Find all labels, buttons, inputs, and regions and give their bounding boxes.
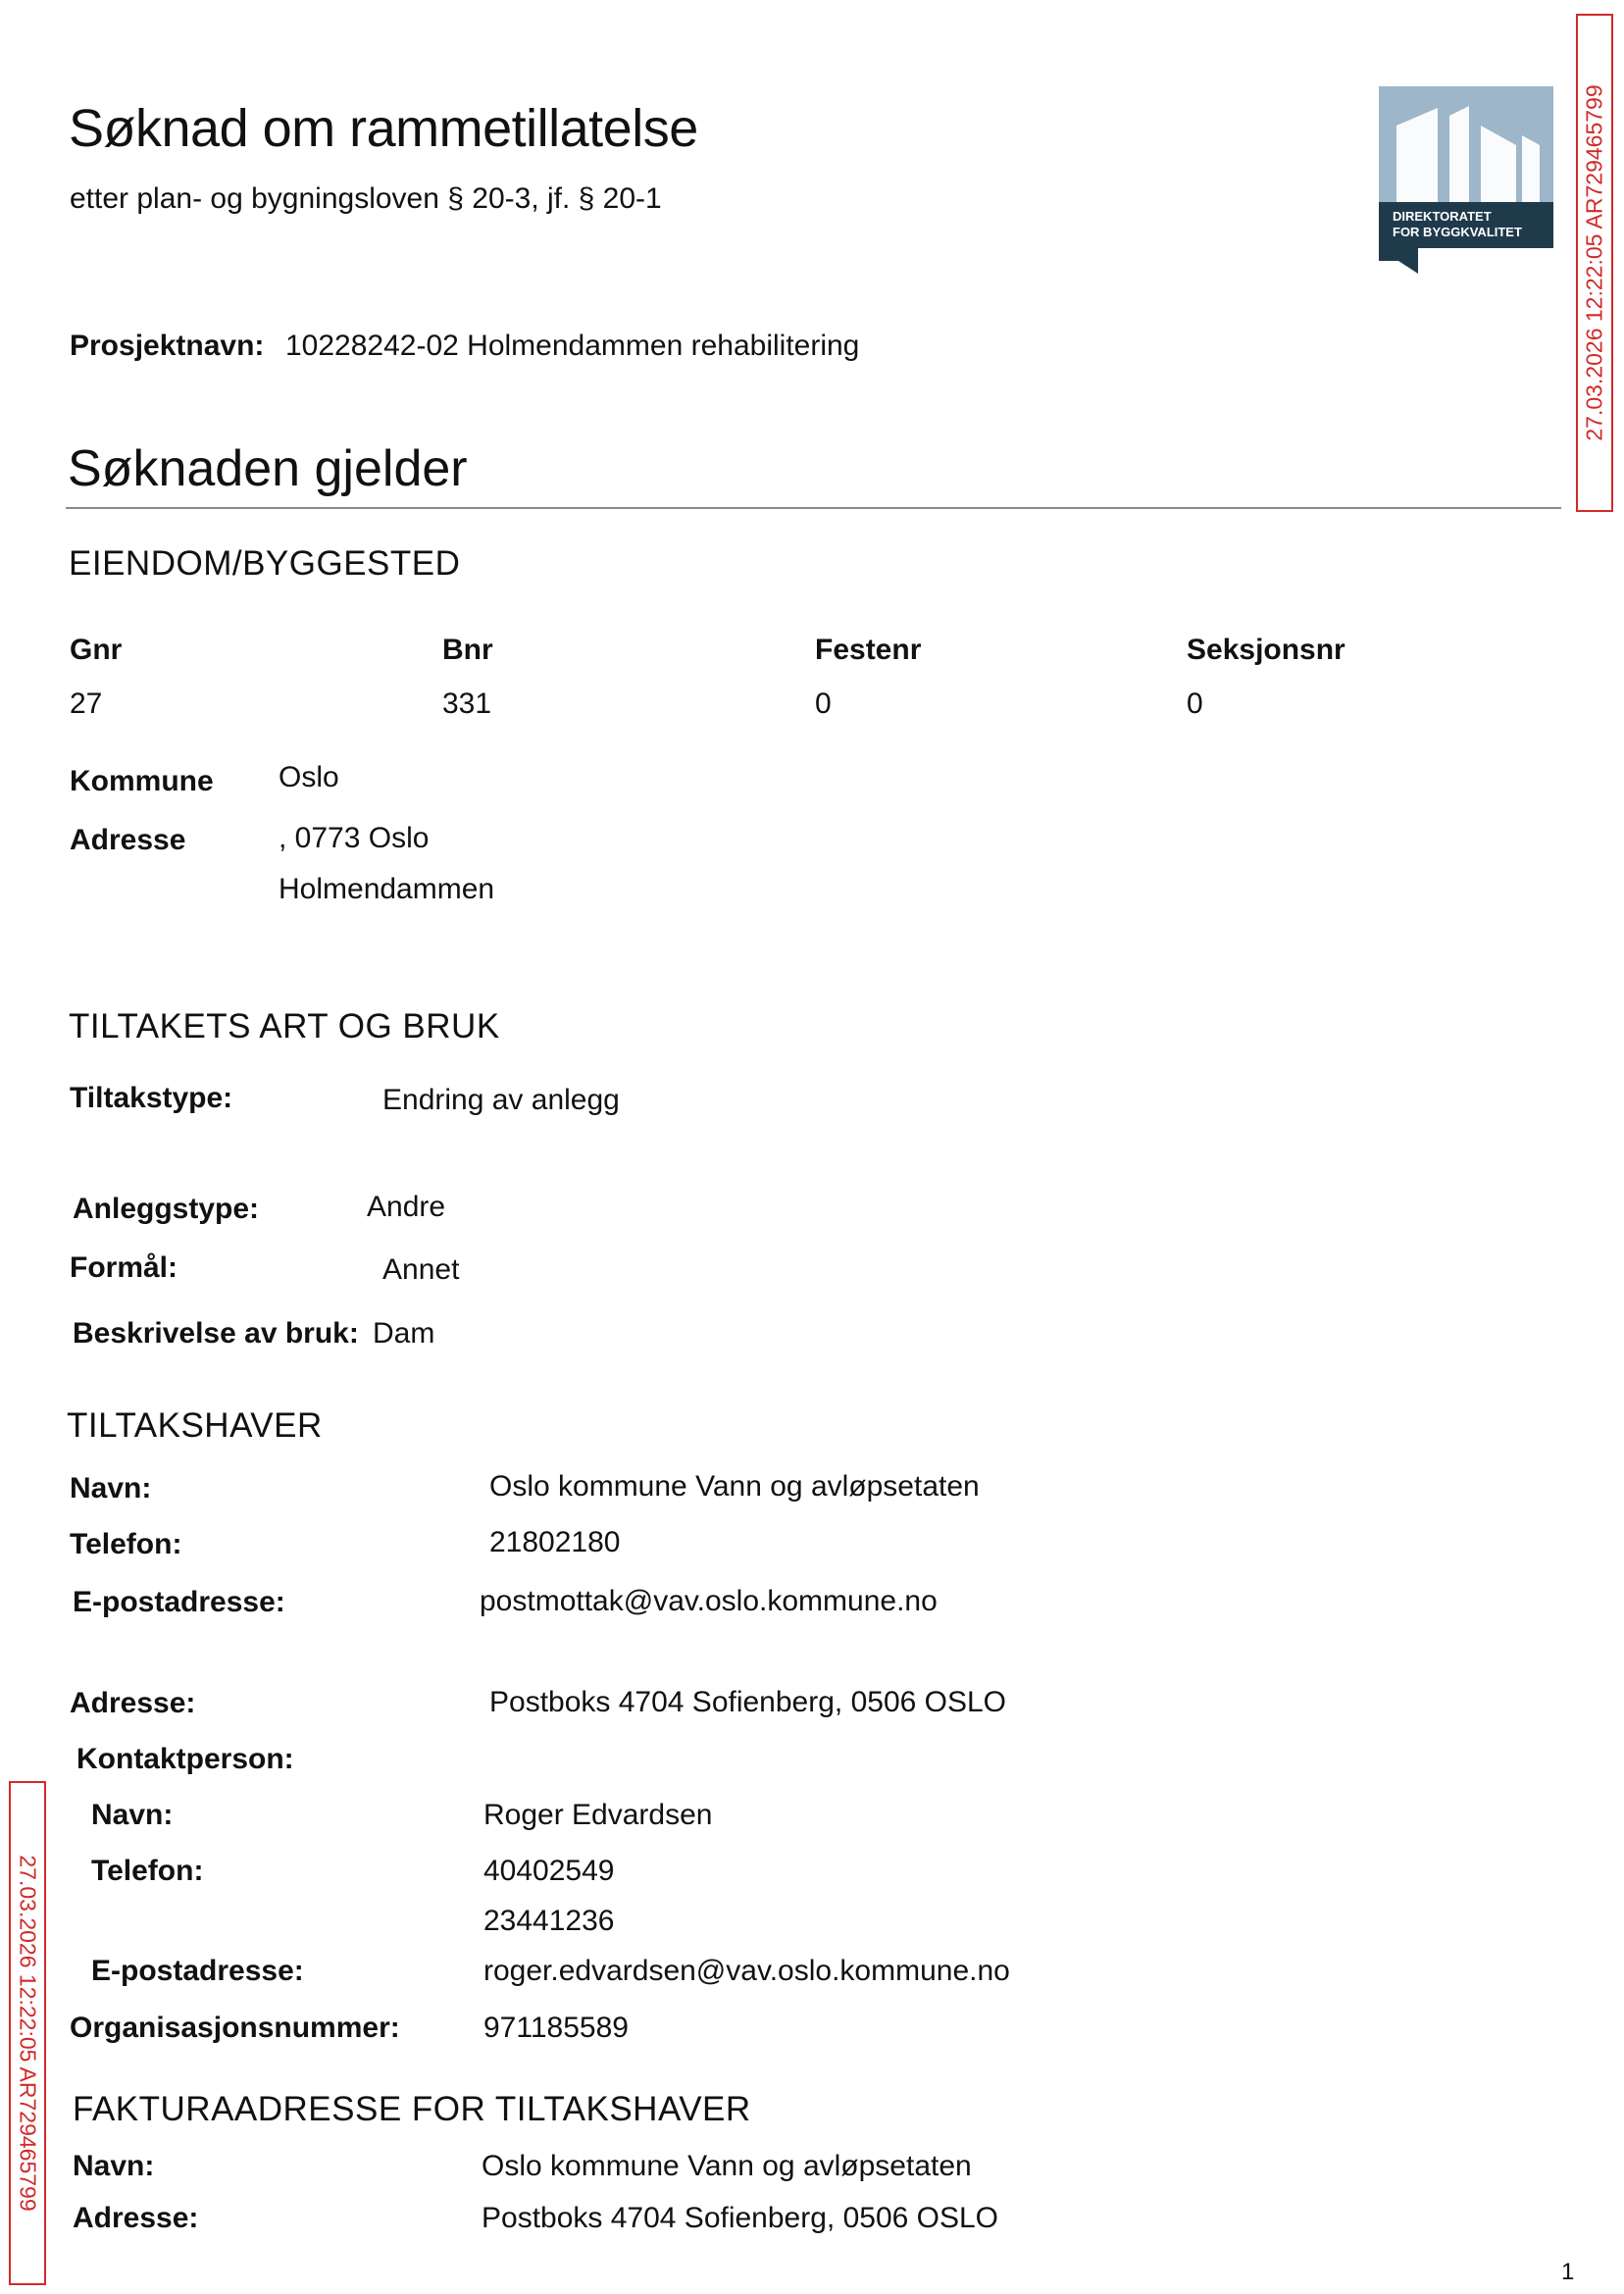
kontakt-telefon-value2: 23441236	[483, 1905, 615, 1937]
gnr-value: 27	[70, 688, 103, 720]
faktura-navn-label: Navn:	[73, 2150, 155, 2182]
faktura-heading: FAKTURAADRESSE FOR TILTAKSHAVER	[73, 2090, 751, 2128]
tiltakshaver-navn-value: Oslo kommune Vann og avløpsetaten	[489, 1470, 980, 1503]
kontaktperson-label: Kontaktperson:	[76, 1743, 294, 1775]
tiltakshaver-telefon-label: Telefon:	[70, 1528, 182, 1560]
timestamp-stamp-bottom	[9, 1781, 46, 2285]
document-subtitle: etter plan- og bygningsloven § 20-3, jf. § 20-1	[70, 182, 662, 215]
tiltakshaver-navn-label: Navn:	[70, 1472, 152, 1504]
tiltakshaver-adresse-value: Postboks 4704 Sofienberg, 0506 OSLO	[489, 1686, 1007, 1718]
kontakt-epost-value: roger.edvardsen@vav.oslo.kommune.no	[483, 1955, 1010, 1987]
anleggstype-label: Anleggstype:	[73, 1193, 260, 1225]
formal-value: Annet	[382, 1253, 460, 1286]
bnr-value: 331	[442, 688, 492, 720]
kommune-label: Kommune	[70, 765, 214, 797]
dibk-logo-graphic	[1379, 86, 1553, 274]
timestamp-stamp-top-text: 27.03.2026 12:22:05 AR729465799	[1581, 84, 1607, 441]
tiltakshaver-epost-value: postmottak@vav.oslo.kommune.no	[480, 1585, 938, 1617]
beskrivelse-label: Beskrivelse av bruk:	[73, 1317, 359, 1350]
anleggstype-value: Andre	[367, 1191, 446, 1223]
kommune-value: Oslo	[279, 761, 339, 793]
kontakt-navn-label: Navn:	[91, 1799, 174, 1831]
beskrivelse-value: Dam	[373, 1317, 435, 1350]
tiltakshaver-adresse-label: Adresse:	[70, 1687, 196, 1719]
seksjonsnr-value: 0	[1187, 688, 1203, 720]
faktura-adresse-value: Postboks 4704 Sofienberg, 0506 OSLO	[482, 2202, 999, 2234]
adresse-label: Adresse	[70, 824, 186, 856]
faktura-adresse-label: Adresse:	[73, 2202, 199, 2234]
tiltakshaver-telefon-value: 21802180	[489, 1526, 621, 1558]
faktura-navn-value: Oslo kommune Vann og avløpsetaten	[482, 2150, 972, 2182]
project-value: 10228242-02 Holmendammen rehabilitering	[285, 330, 860, 362]
page-number: 1	[1561, 2259, 1575, 2285]
festenr-value: 0	[815, 688, 832, 720]
tiltakstype-value: Endring av anlegg	[382, 1084, 620, 1116]
orgnr-label: Organisasjonsnummer:	[70, 2012, 400, 2044]
kontakt-telefon-value1: 40402549	[483, 1855, 615, 1887]
project-label: Prosjektnavn:	[70, 330, 265, 362]
formal-label: Formål:	[70, 1251, 178, 1284]
logo-text-line1: DIREKTORATET	[1393, 209, 1492, 224]
tiltak-heading: TILTAKETS ART OG BRUK	[69, 1007, 500, 1045]
gnr-label: Gnr	[70, 634, 123, 666]
tiltakshaver-epost-label: E-postadresse:	[73, 1586, 285, 1618]
section-title: Søknaden gjelder	[68, 440, 468, 497]
dibk-logo	[1379, 86, 1553, 274]
timestamp-stamp-top	[1576, 14, 1613, 512]
adresse-line1: , 0773 Oslo	[279, 822, 430, 854]
orgnr-value: 971185589	[483, 2012, 629, 2044]
document-title: Søknad om rammetillatelse	[69, 99, 698, 158]
kontakt-navn-value: Roger Edvardsen	[483, 1799, 713, 1831]
seksjonsnr-label: Seksjonsnr	[1187, 634, 1345, 666]
eiendom-heading: EIENDOM/BYGGESTED	[69, 544, 461, 583]
bnr-label: Bnr	[442, 634, 493, 666]
section-divider	[66, 507, 1561, 509]
festenr-label: Festenr	[815, 634, 922, 666]
timestamp-stamp-bottom-text: 27.03.2026 12:22:05 AR729465799	[15, 1855, 41, 2212]
adresse-line2: Holmendammen	[279, 873, 495, 905]
kontakt-telefon-label: Telefon:	[91, 1855, 204, 1887]
tiltakstype-label: Tiltakstype:	[70, 1082, 233, 1114]
tiltakshaver-heading: TILTAKSHAVER	[67, 1406, 323, 1445]
logo-text-line2: FOR BYGGKVALITET	[1393, 225, 1522, 239]
kontakt-epost-label: E-postadresse:	[91, 1955, 304, 1987]
